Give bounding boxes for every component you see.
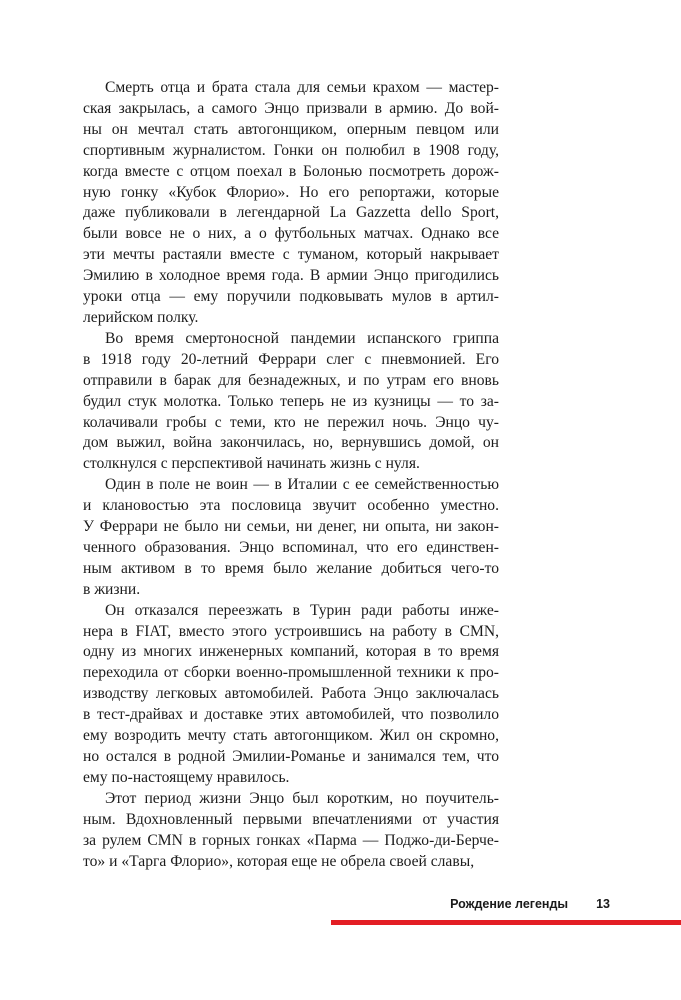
text-line: эти мечты растаяли вместе с туманом, который накрывает bbox=[83, 246, 499, 264]
paragraph bbox=[83, 789, 499, 873]
footer-section-title: Рождение легенды bbox=[450, 897, 569, 911]
text-line: Этот период жизни Энцо был коротким, но поучитель- bbox=[105, 789, 499, 807]
paragraph bbox=[83, 601, 499, 789]
text-line: спортивным журналистом. Гонки он полюбил в 1908 году, bbox=[83, 141, 499, 159]
text-line: в тест-драйвах и доставке этих автомобилей, что позволило bbox=[83, 706, 499, 724]
text-line: ную гонку «Кубок Флорио». Но его репортажи, которые bbox=[83, 183, 499, 201]
body-text bbox=[83, 78, 499, 872]
text-line: нера в FIAT, вместо этого устроившись на работу в CMN, bbox=[83, 622, 499, 640]
text-line: но остался в родной Эмилии-Романье и занимался тем, что bbox=[83, 748, 499, 765]
text-line: ченного образования. Энцо вспоминал, что его единствен- bbox=[83, 538, 499, 556]
text-line: переходила от сборки военно-промышленной техники к про- bbox=[83, 664, 499, 682]
text-line: в 1918 году 20-летний Феррари слег с пневмонией. Его bbox=[83, 350, 499, 368]
text-line: столкнулся с перспективой начинать жизнь с нуля. bbox=[83, 455, 420, 473]
text-line: Один в поле не воин — в Италии с ее семейственностью bbox=[105, 476, 499, 494]
text-line: то» и «Тарга Флорио», которая еще не обрела своей славы, bbox=[83, 852, 475, 870]
text-line: когда вместе с отцом поехал в Болонью посмотреть дорож- bbox=[83, 162, 499, 180]
text-line: ным. Вдохновленный первыми впечатлениями от участия bbox=[83, 810, 499, 828]
text-line: ным активом в то время было желание добиться чего-то bbox=[83, 559, 499, 577]
text-line: в жизни. bbox=[83, 580, 141, 598]
text-line: дом выжил, война закончилась, но, вернувшись домой, он bbox=[83, 434, 499, 452]
text-line: ны он мечтал стать автогонщиком, оперным певцом или bbox=[83, 120, 499, 138]
text-line: будил стук молотка. Только теперь не из кузницы — то за- bbox=[83, 392, 499, 410]
text-line: Смерть отца и брата стала для семьи крахом — мастер- bbox=[105, 79, 499, 96]
text-line: и клановостью эта пословица звучит особенно уместно. bbox=[83, 497, 499, 515]
paragraph bbox=[83, 78, 499, 329]
page-footer bbox=[0, 897, 610, 911]
text-line: Эмилию в холодное время года. В армии Энцо пригодились bbox=[83, 267, 499, 285]
text-line: ему по-настоящему нравилось. bbox=[83, 768, 290, 786]
text-line: даже публиковали в легендарной La Gazzetta dello Sport, bbox=[83, 204, 499, 222]
paragraph bbox=[83, 329, 499, 475]
text-line: уроки отца — ему поручили подковывать мулов в артил- bbox=[83, 288, 499, 306]
footer-page-number: 13 bbox=[596, 897, 610, 911]
text-line: за рулем CMN в горных гонках «Парма — Поджо-ди-Берче- bbox=[83, 831, 499, 849]
text-line: Во время смертоносной пандемии испанского гриппа bbox=[105, 329, 499, 347]
paragraph bbox=[83, 475, 499, 600]
text-line: У Феррари не было ни семьи, ни денег, ни опыта, ни закон- bbox=[83, 518, 499, 536]
text-line: были вовсе не о них, а о футбольных матчах. Однако все bbox=[83, 225, 499, 243]
footer-accent-bar bbox=[331, 920, 681, 925]
text-line: лерийском полку. bbox=[83, 308, 199, 326]
text-line: ская закрылась, а самого Энцо призвали в армию. До вой- bbox=[83, 99, 499, 117]
text-line: ему возродить мечту стать автогонщиком. Жил он скромно, bbox=[83, 727, 499, 745]
text-line: Он отказался переезжать в Турин ради работы инже- bbox=[105, 601, 499, 619]
text-line: колачивали гробы с теми, кто не пережил ночь. Энцо чу- bbox=[83, 413, 499, 431]
text-line: изводству легковых автомобилей. Работа Энцо заключалась bbox=[83, 685, 499, 703]
text-line: отправили в барак для безнадежных, и по утрам его вновь bbox=[83, 371, 499, 389]
text-line: одну из многих инженерных компаний, которая в то время bbox=[83, 643, 499, 661]
